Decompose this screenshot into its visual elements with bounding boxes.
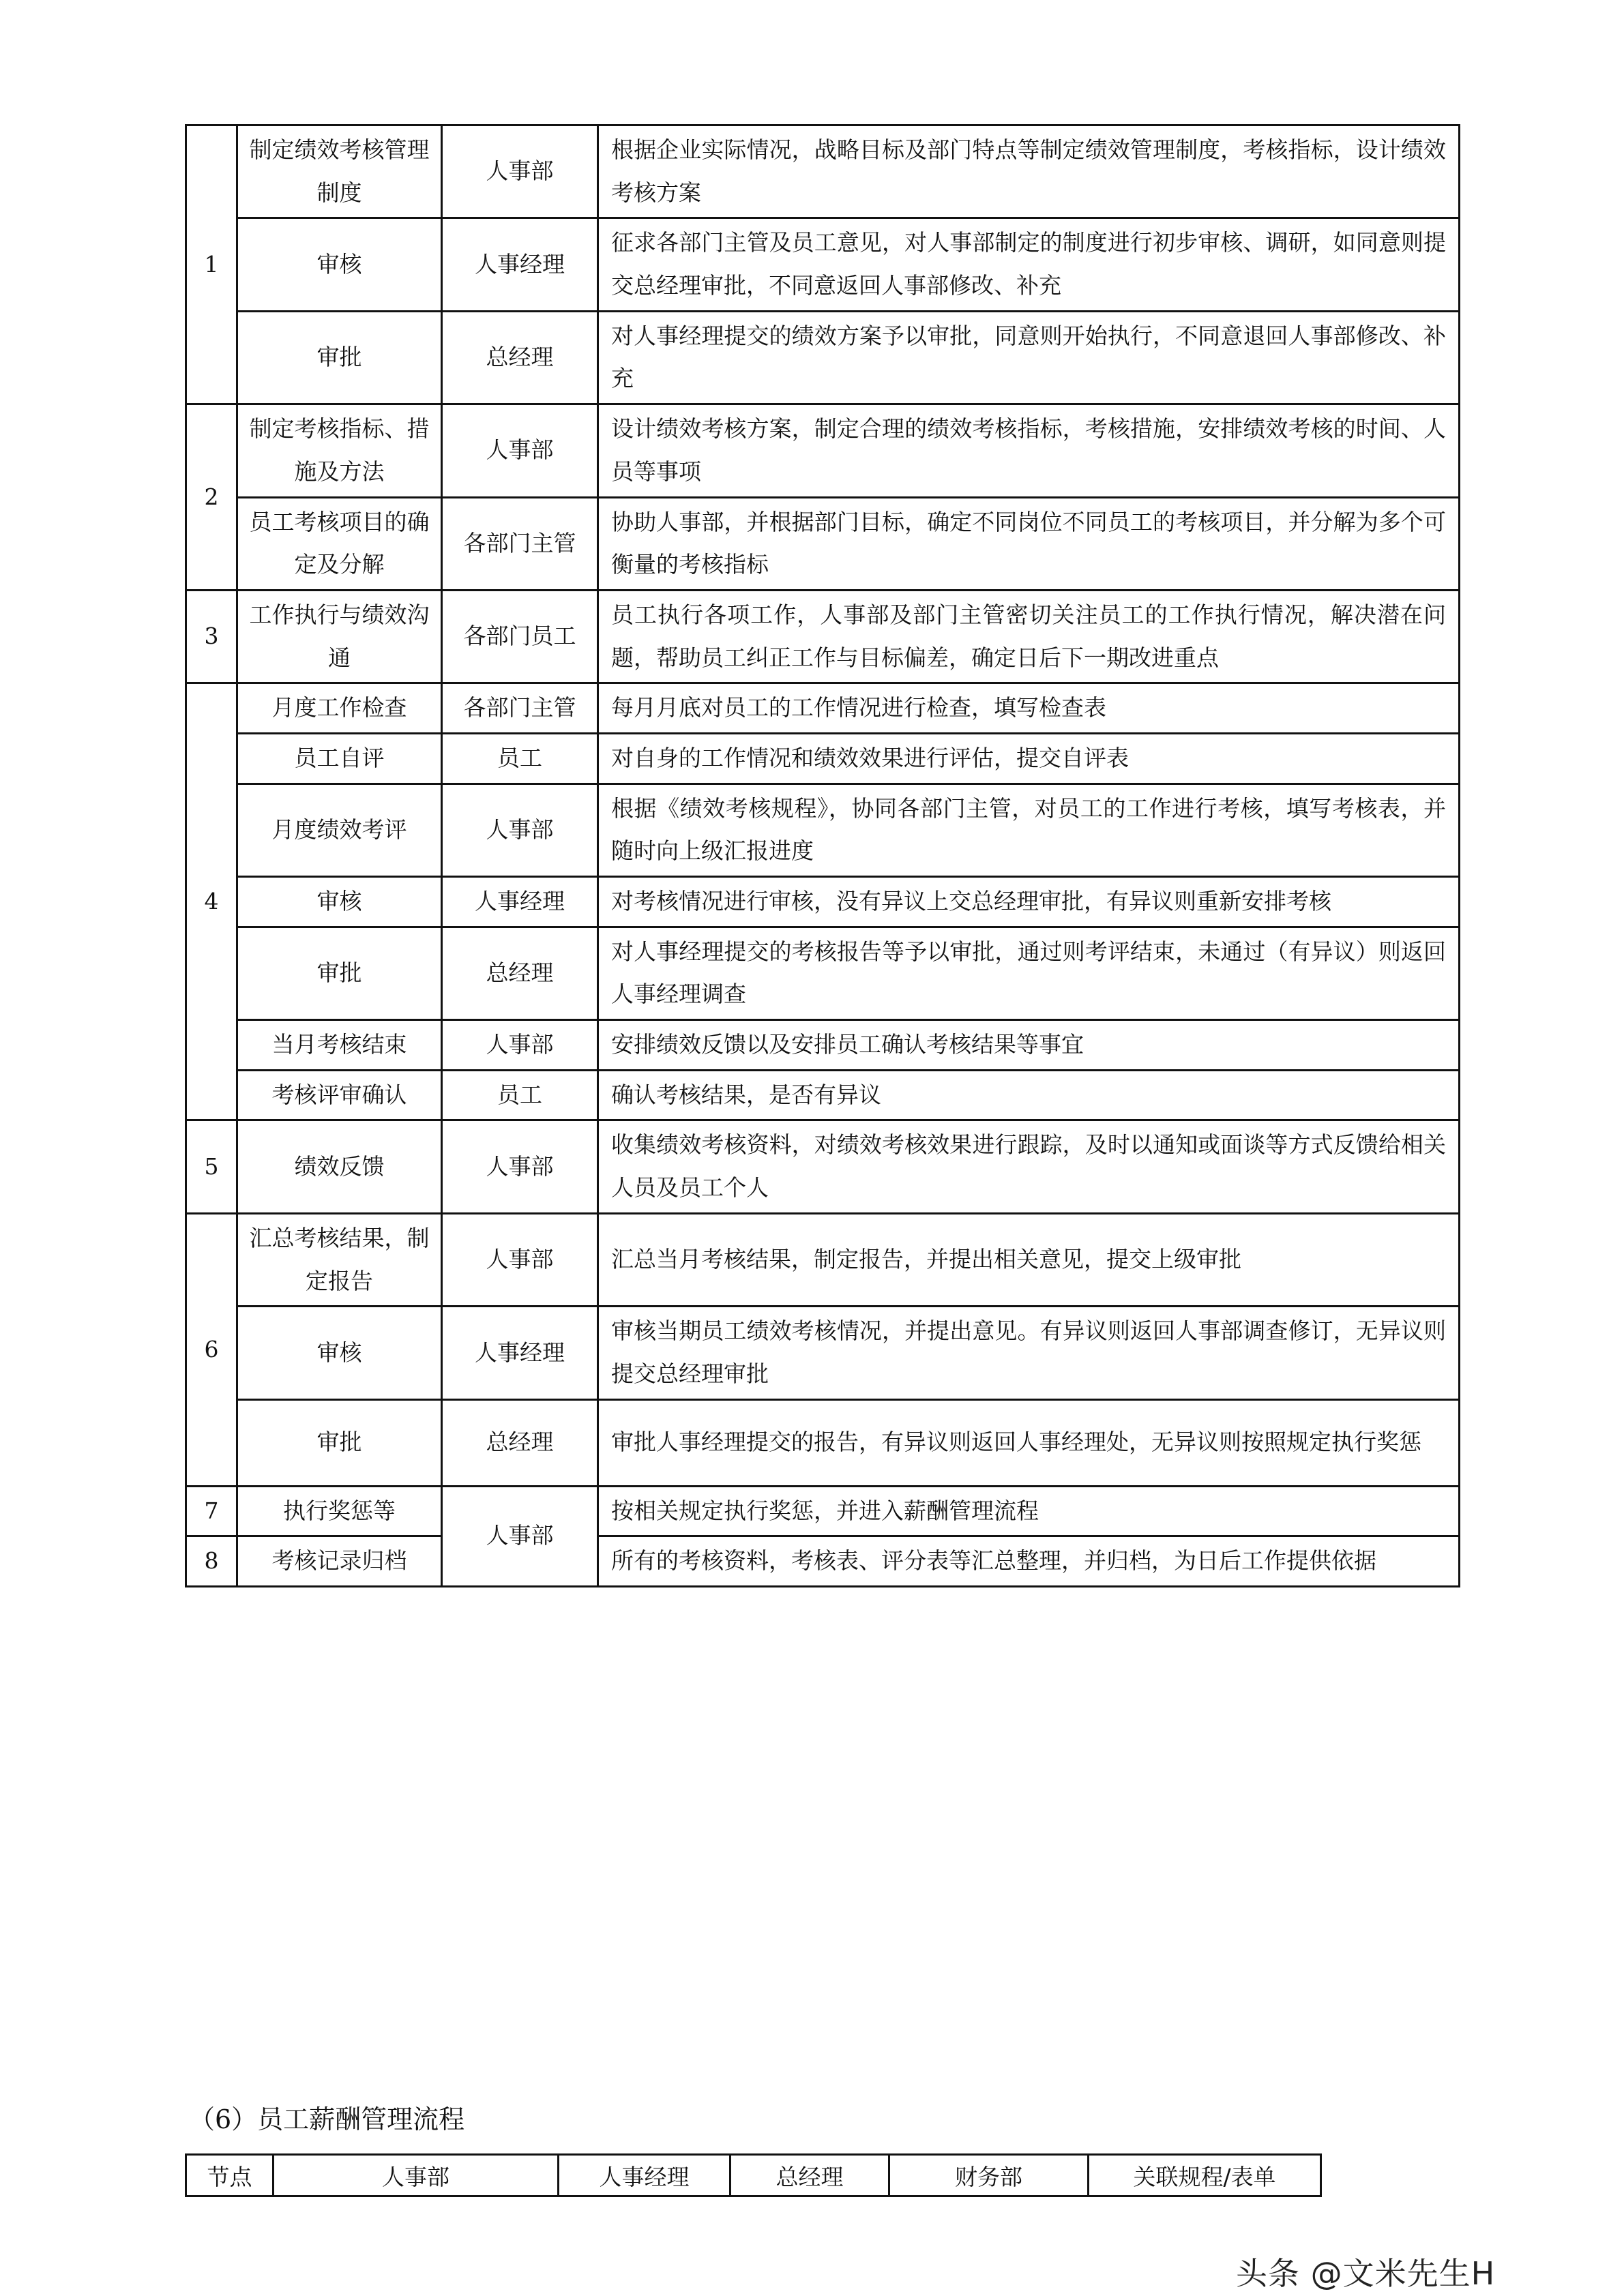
step-cell: 绩效反馈 (237, 1120, 442, 1213)
owner-cell: 各部门主管 (442, 497, 598, 590)
owner-cell: 人事部 (442, 1020, 598, 1071)
description-cell: 收集绩效考核资料，对绩效考核效果进行跟踪，及时以通知或面谈等方式反馈给相关人员及员工个人 (598, 1120, 1460, 1213)
header-cell-hr-manager: 人事经理 (559, 2155, 730, 2196)
owner-cell: 员工 (442, 733, 598, 784)
description-cell: 对自身的工作情况和绩效效果进行评估，提交自评表 (598, 733, 1460, 784)
owner-cell: 员工 (442, 1070, 598, 1120)
table-row (186, 590, 1460, 683)
node-cell: 7 (186, 1486, 237, 1536)
description-cell: 按相关规定执行奖惩，并进入薪酬管理流程 (598, 1486, 1460, 1536)
step-cell: 工作执行与绩效沟通 (237, 590, 442, 683)
step-cell: 员工考核项目的确定及分解 (237, 497, 442, 590)
step-cell: 审批 (237, 1399, 442, 1486)
description-cell: 对人事经理提交的绩效方案予以审批，同意则开始执行，不同意退回人事部修改、补充 (598, 311, 1460, 404)
step-cell: 汇总考核结果，制定报告 (237, 1213, 442, 1306)
salary-process-header-table (185, 2153, 1322, 2197)
owner-cell: 各部门主管 (442, 683, 598, 734)
owner-cell: 人事部 (442, 1486, 598, 1586)
table-row (186, 1307, 1460, 1399)
description-cell: 对考核情况进行审核，没有异议上交总经理审批，有异议则重新安排考核 (598, 877, 1460, 927)
header-cell-node: 节点 (186, 2155, 274, 2196)
table-row (186, 1536, 1460, 1587)
table-row (186, 404, 1460, 497)
step-cell: 当月考核结束 (237, 1020, 442, 1071)
step-cell: 员工自评 (237, 733, 442, 784)
description-cell: 每月月底对员工的工作情况进行检查，填写检查表 (598, 683, 1460, 734)
performance-process-table (185, 124, 1460, 1587)
step-cell: 考核记录归档 (237, 1536, 442, 1587)
table-row (186, 1399, 1460, 1486)
step-cell: 考核评审确认 (237, 1070, 442, 1120)
header-cell-finance-dept: 财务部 (889, 2155, 1089, 2196)
description-cell: 根据《绩效考核规程》，协同各部门主管，对员工的工作进行考核，填写考核表，并随时向上级汇报进度 (598, 784, 1460, 876)
step-cell: 审批 (237, 927, 442, 1019)
node-cell: 3 (186, 590, 237, 683)
owner-cell: 人事部 (442, 1120, 598, 1213)
description-cell: 汇总当月考核结果，制定报告，并提出相关意见，提交上级审批 (598, 1213, 1460, 1306)
description-cell: 审核当期员工绩效考核情况，并提出意见。有异议则返回人事部调查修订，无异议则提交总经理审批 (598, 1307, 1460, 1399)
description-cell: 设计绩效考核方案，制定合理的绩效考核指标，考核措施，安排绩效考核的时间、人员等事项 (598, 404, 1460, 497)
table-row (186, 125, 1460, 218)
table-row (186, 733, 1460, 784)
table-header-row (186, 2155, 1321, 2196)
description-cell: 征求各部门主管及员工意见，对人事部制定的制度进行初步审核、调研，如同意则提交总经理审批，不同意返回人事部修改、补充 (598, 218, 1460, 311)
header-cell-hr-dept: 人事部 (274, 2155, 559, 2196)
description-cell: 审批人事经理提交的报告，有异议则返回人事经理处，无异议则按照规定执行奖惩 (598, 1399, 1460, 1486)
owner-cell: 人事经理 (442, 218, 598, 311)
node-cell: 5 (186, 1120, 237, 1213)
table-row (186, 1070, 1460, 1120)
owner-cell: 人事部 (442, 125, 598, 218)
description-cell: 所有的考核资料，考核表、评分表等汇总整理，并归档，为日后工作提供依据 (598, 1536, 1460, 1587)
step-cell: 制定考核指标、措施及方法 (237, 404, 442, 497)
owner-cell: 各部门员工 (442, 590, 598, 683)
node-cell: 6 (186, 1213, 237, 1486)
owner-cell: 人事部 (442, 404, 598, 497)
owner-cell: 总经理 (442, 927, 598, 1019)
description-cell: 员工执行各项工作，人事部及部门主管密切关注员工的工作执行情况，解决潜在问题，帮助员工纠正工作与目标偏差，确定日后下一期改进重点 (598, 590, 1460, 683)
step-cell: 审核 (237, 218, 442, 311)
step-cell: 制定绩效考核管理制度 (237, 125, 442, 218)
owner-cell: 人事部 (442, 1213, 598, 1306)
header-cell-related-forms: 关联规程/表单 (1089, 2155, 1321, 2196)
description-cell: 对人事经理提交的考核报告等予以审批，通过则考评结束，未通过（有异议）则返回人事经理调查 (598, 927, 1460, 1019)
node-cell: 8 (186, 1536, 237, 1587)
step-cell: 审核 (237, 1307, 442, 1399)
owner-cell: 总经理 (442, 1399, 598, 1486)
owner-cell: 总经理 (442, 311, 598, 404)
table-row (186, 1486, 1460, 1536)
description-cell: 确认考核结果，是否有异议 (598, 1070, 1460, 1120)
table-row (186, 877, 1460, 927)
node-cell: 2 (186, 404, 237, 591)
table-row (186, 683, 1460, 734)
step-cell: 月度工作检查 (237, 683, 442, 734)
description-cell: 协助人事部，并根据部门目标，确定不同岗位不同员工的考核项目，并分解为多个可衡量的考核指标 (598, 497, 1460, 590)
table-row (186, 497, 1460, 590)
description-cell: 根据企业实际情况，战略目标及部门特点等制定绩效管理制度，考核指标，设计绩效考核方案 (598, 125, 1460, 218)
node-cell: 4 (186, 683, 237, 1120)
table-row (186, 1120, 1460, 1213)
table-row (186, 927, 1460, 1019)
header-cell-general-manager: 总经理 (730, 2155, 889, 2196)
section-title: （6）员工薪酬管理流程 (189, 2104, 465, 2134)
node-cell: 1 (186, 125, 237, 404)
table-row (186, 311, 1460, 404)
step-cell: 审批 (237, 311, 442, 404)
description-cell: 安排绩效反馈以及安排员工确认考核结果等事宜 (598, 1020, 1460, 1071)
step-cell: 月度绩效考评 (237, 784, 442, 876)
watermark: 头条 @文米先生H (1236, 2255, 1496, 2292)
owner-cell: 人事经理 (442, 1307, 598, 1399)
step-cell: 执行奖惩等 (237, 1486, 442, 1536)
table-row (186, 218, 1460, 311)
table-row (186, 784, 1460, 876)
table-row (186, 1213, 1460, 1306)
owner-cell: 人事部 (442, 784, 598, 876)
table-row (186, 1020, 1460, 1071)
step-cell: 审核 (237, 877, 442, 927)
owner-cell: 人事经理 (442, 877, 598, 927)
